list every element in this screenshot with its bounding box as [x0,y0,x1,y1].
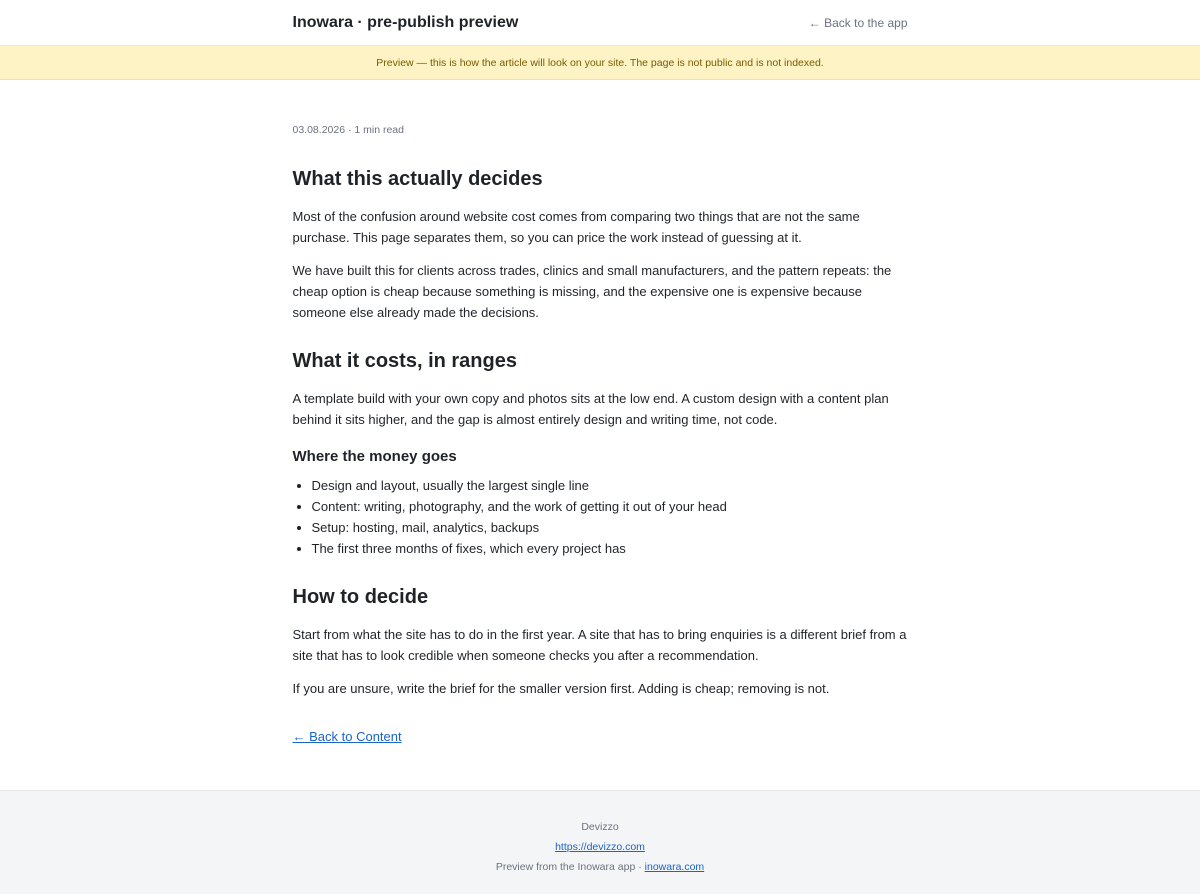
section-what-this-decides [293,167,908,323]
paragraph: A template build with your own copy and photos sits at the low end. A custom design with a content plan behind it sits higher, and the gap is almost entirely design and writing time, not code. [292,391,889,427]
money-list [293,475,908,559]
article [293,80,908,746]
list-item: • Design and layout, usually the largest single line [312,475,908,496]
section-heading: What this actually decides [292,168,543,190]
preview-banner-text: Preview — this is how the article will look on your site. The page is not public and is not indexed. [376,56,824,69]
paragraph: We have built this for clients across trades, clinics and small manufacturers, and the pattern repeats: the cheap option is cheap because something is missing, and the expensive one is expensive because someone else already made the decisions. [292,263,892,320]
footer-preview-line [0,857,1200,877]
preview-banner [0,46,1200,80]
back-to-app-link[interactable]: ← Back to the app [808,16,908,30]
section-costs-in-ranges [293,349,908,559]
footer-company: Devizzo [581,821,619,833]
article-meta: 03.08.2026 · 1 min read [292,124,404,136]
back-to-content-link[interactable]: ← Back to Content [292,729,402,744]
list-item: • The first three months of fixes, which every project has [312,538,908,559]
paragraph: Most of the confusion around website cost comes from comparing two things that are not the same purchase. This page separates them, so you can price the work instead of guessing at it. [292,209,860,245]
top-bar [0,0,1200,46]
top-bar-inner [293,0,908,46]
page-title: Inowara · pre-publish preview [292,14,519,31]
list-item: • Setup: hosting, mail, analytics, backups [312,517,908,538]
paragraph: Start from what the site has to do in the first year. A site that has to bring enquiries is a different brief from a site that has to look credible when someone checks you after a recommendation. [292,627,907,663]
section-heading: What it costs, in ranges [292,350,517,372]
footer [0,790,1200,894]
list-item: • Content: writing, photography, and the work of getting it out of your head [312,496,908,517]
section-heading: How to decide [292,586,429,608]
company-url-link[interactable]: https://devizzo.com [555,841,645,853]
subsection-heading: Where the money goes [292,448,457,465]
paragraph: If you are unsure, write the brief for the smaller version first. Adding is cheap; removing is not. [292,681,830,696]
section-how-to-decide [293,585,908,699]
footer-company-url-line [0,837,1200,857]
footer-preview-text: Preview from the Inowara app · [495,861,645,873]
app-site-link[interactable]: inowara.com [644,861,705,873]
